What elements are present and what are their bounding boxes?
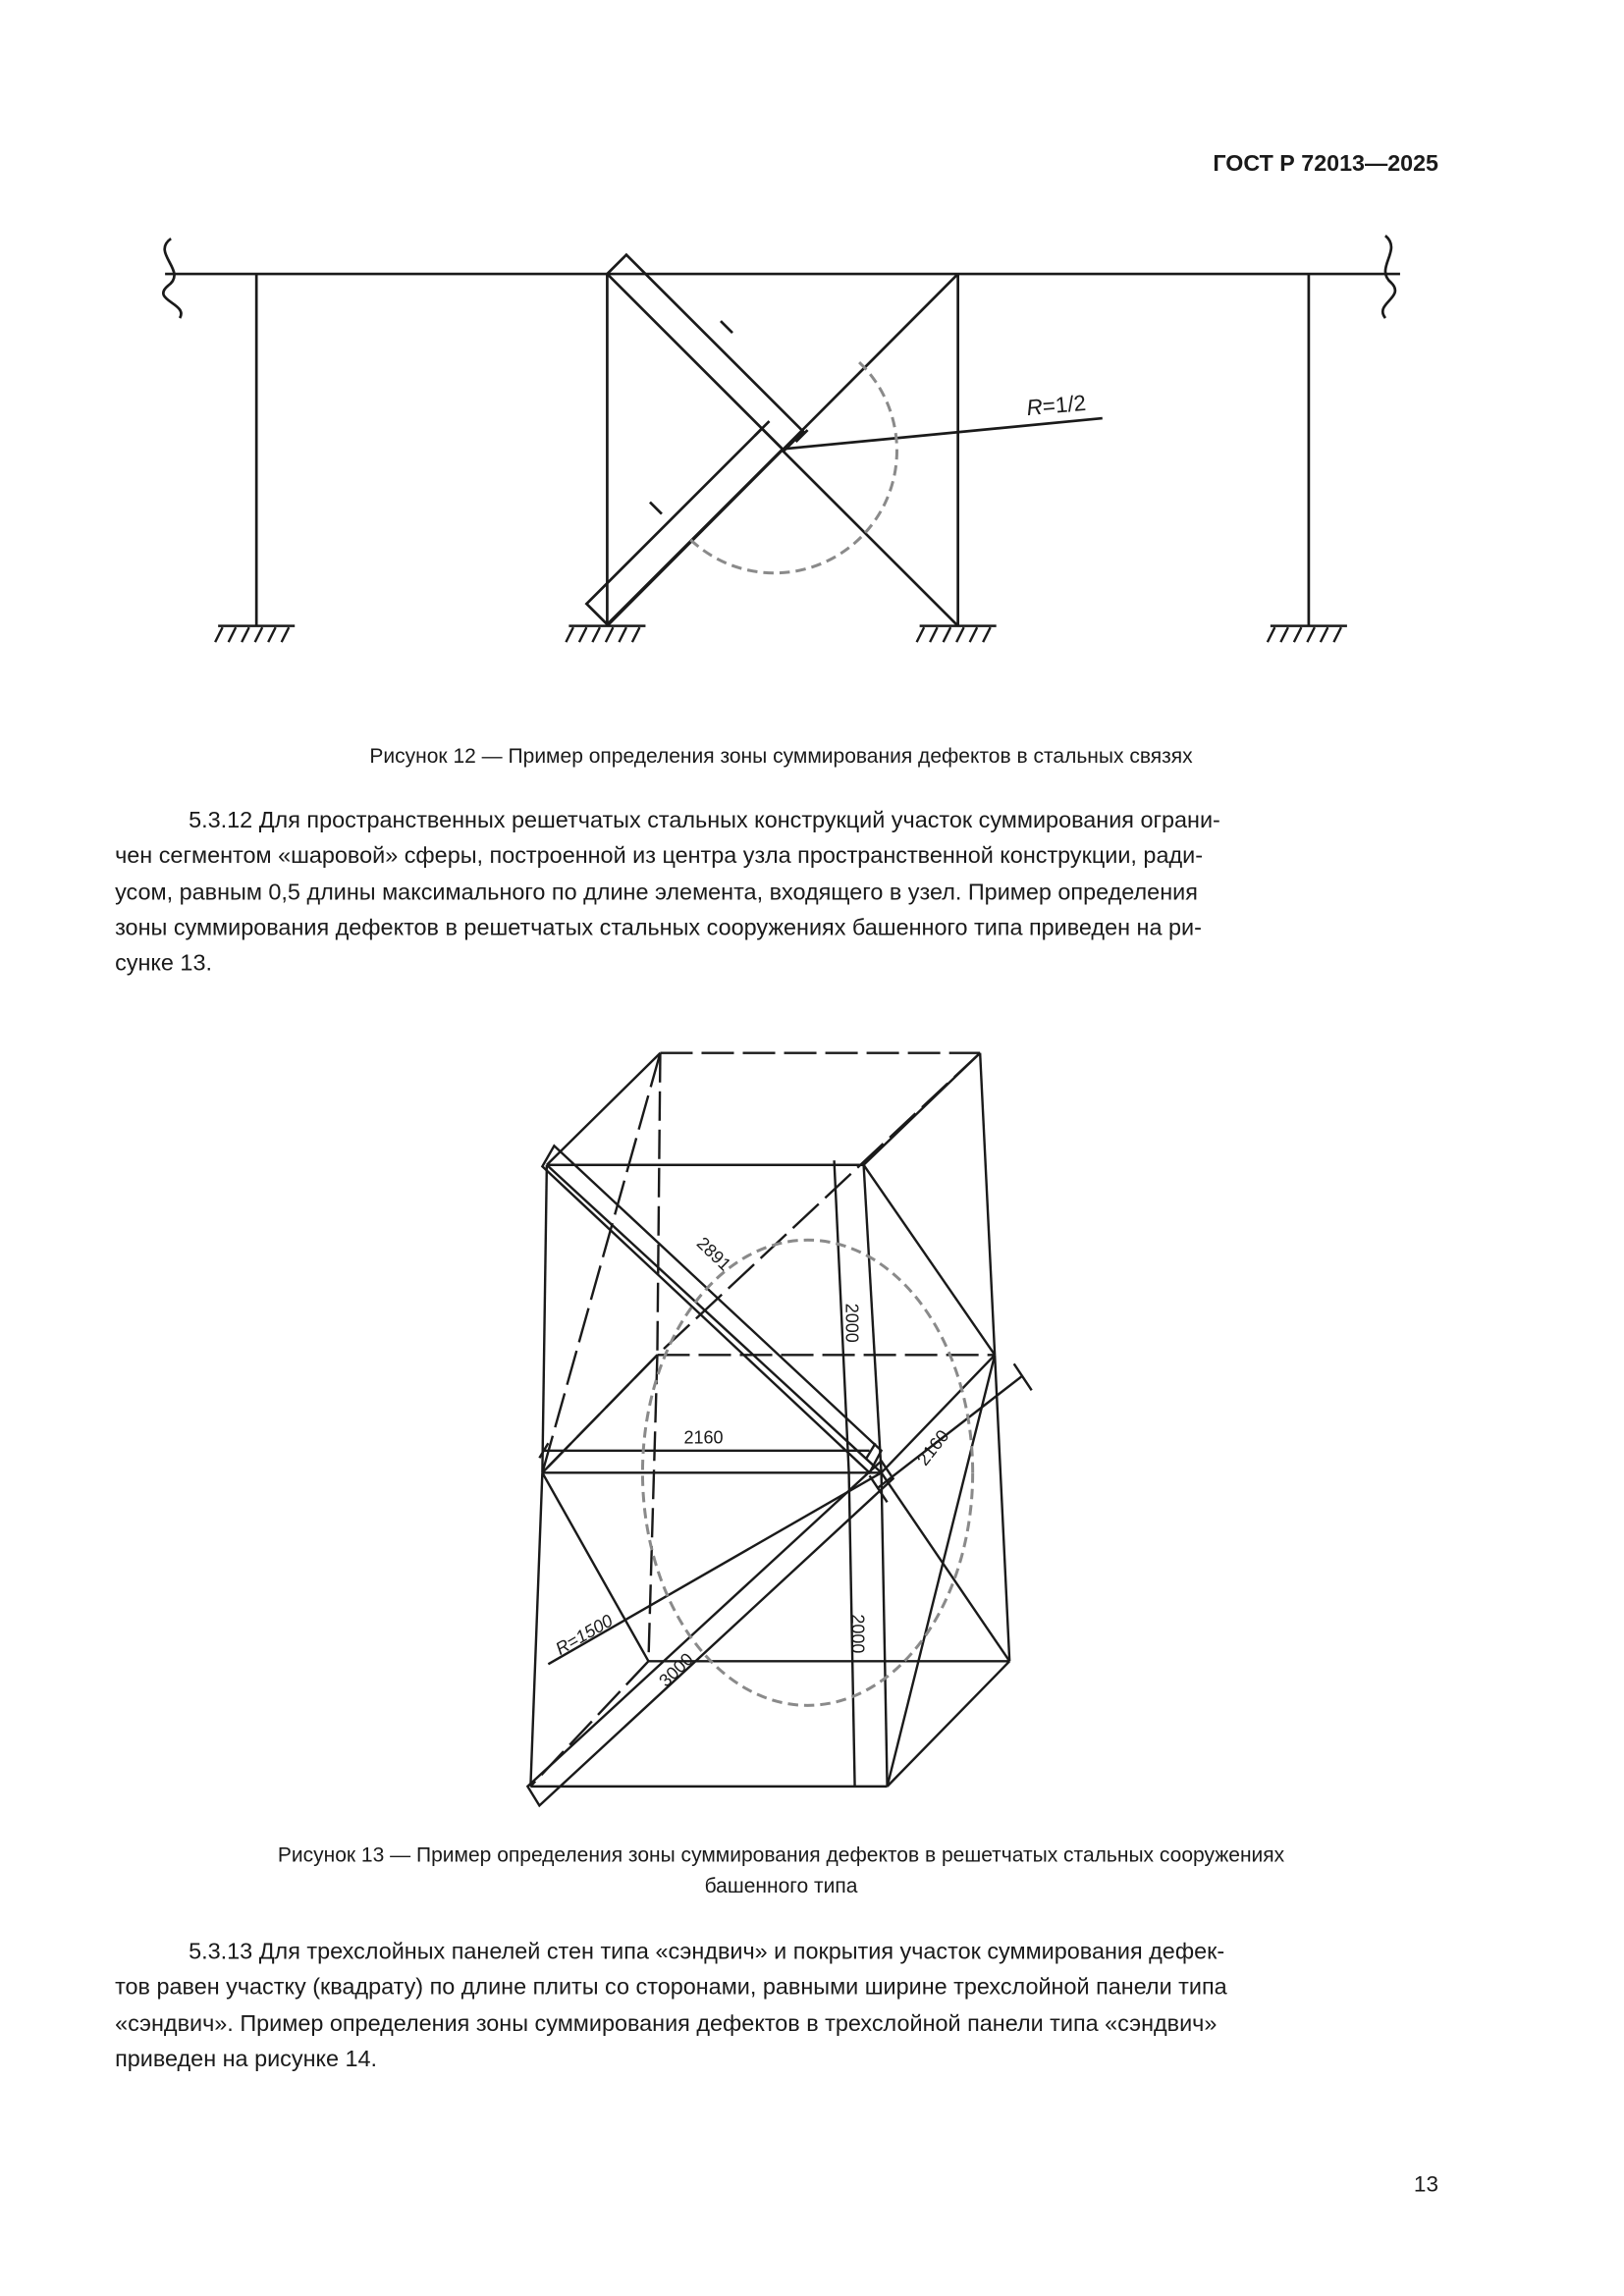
label-height-bottom: 2000 bbox=[847, 1614, 868, 1654]
paragraph-5-3-13: 5.3.13 Для трехслойных панелей стен типа «сэндвич» и покрытия участок суммирования дефек- тов равен участку (квадрату) по длине плиты со сторонами, равными ширине трехслойной панели типа «сэндвич». Пример определения зоны суммирования дефектов в трехслойной панели типа «сэндвич» приведен на рисунке 14. bbox=[115, 1939, 1227, 2072]
label-depth: 2160 bbox=[913, 1425, 953, 1469]
page-number: 13 bbox=[1413, 2171, 1438, 2198]
figure-12-drawing bbox=[147, 221, 1430, 663]
figure-12-caption: Рисунок 12 — Пример определения зоны суммирования дефектов в стальных связях bbox=[369, 743, 1193, 768]
label-height-top: 2000 bbox=[841, 1303, 862, 1343]
label-radius: R=1500 bbox=[552, 1610, 617, 1659]
svg-text:R=1/2 bbox=[1025, 391, 1087, 420]
figure-13-caption bbox=[133, 1840, 1430, 1901]
label-2891: 2891 bbox=[692, 1233, 735, 1275]
label-3000: 3000 bbox=[655, 1649, 698, 1691]
paragraph-5-3-12: 5.3.12 Для пространственных решетчатых стальных конструкций участок суммирования ограни- чен сегментом «шаровой» сферы, построенной из центра узла пространственной конструкции, ради- усом, равным 0,5 длины максимального по длине элемента, входящего в узел. Пример определения зоны суммирования дефектов в решетчатых стальных сооружениях башенного типа приведен на ри- сунке 13. bbox=[115, 808, 1220, 977]
label-width: 2160 bbox=[683, 1427, 724, 1448]
figure-13-drawing bbox=[501, 1031, 1060, 1826]
document-header: ГОСТ Р 72013—2025 bbox=[1213, 151, 1438, 178]
radius-label-value: =1/2 bbox=[1041, 390, 1088, 419]
figure-13-caption-line2: башенного типа bbox=[704, 1873, 858, 1897]
radius-label-var: R bbox=[1025, 394, 1044, 421]
figure-13-caption-line1: Рисунок 13 — Пример определения зоны суммирования дефектов в решетчатых стальных сооружениях bbox=[277, 1842, 1285, 1866]
